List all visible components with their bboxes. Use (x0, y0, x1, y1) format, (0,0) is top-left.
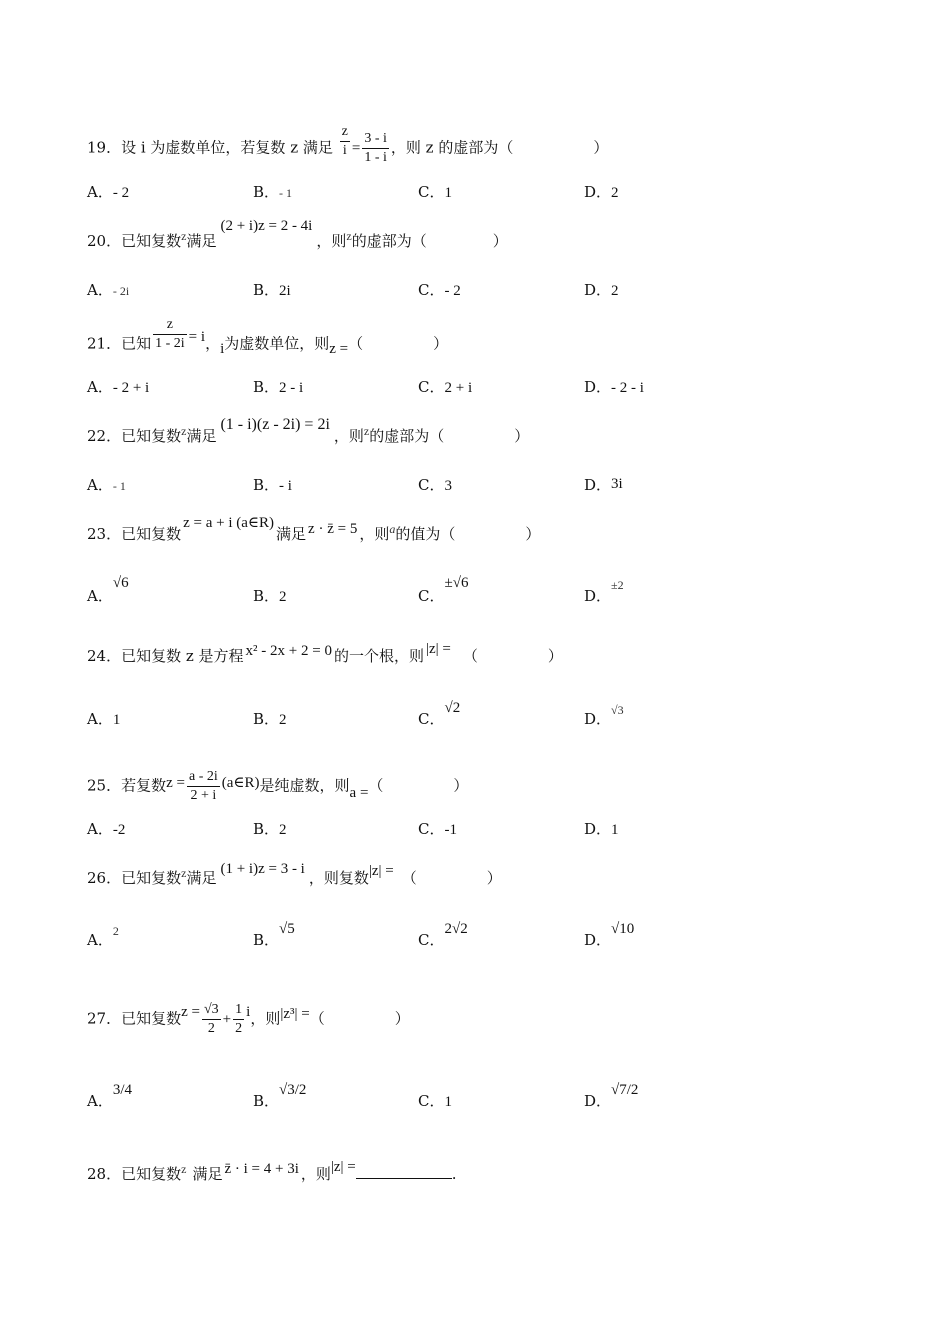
numerator: z (340, 123, 350, 142)
question-number: 28． (87, 1165, 122, 1183)
denominator: 2 (235, 1021, 243, 1036)
option-d (584, 181, 619, 202)
option-d (584, 578, 624, 606)
option-c (418, 376, 472, 397)
option-label: D． (584, 587, 612, 605)
question-text: （ (309, 1009, 325, 1028)
option-label: B． (253, 476, 280, 494)
question-number: 24． (87, 647, 122, 665)
option-value: 1 (444, 1094, 452, 1110)
option-label: D． (584, 281, 612, 299)
equation: (1 + i)z = 3 - i (220, 861, 305, 877)
option-label: C． (418, 710, 445, 728)
question-number: 21． (87, 334, 122, 353)
option-a (87, 279, 129, 300)
question-number: 25． (87, 776, 122, 795)
denominator: 2 + i (190, 788, 217, 803)
question-text: 已知复数 (121, 232, 182, 250)
paren-close: ） (433, 334, 449, 353)
question-text: （ (348, 334, 364, 353)
option-label: A． (87, 1092, 113, 1110)
fraction (202, 1001, 221, 1038)
option-value: √10 (611, 921, 635, 937)
denominator: 1 - 2i (155, 336, 185, 351)
answer-blank[interactable] (356, 1164, 452, 1179)
period: . (451, 1165, 457, 1183)
option-value: - 1 (279, 186, 293, 200)
option-label: D． (584, 183, 612, 201)
paren-close: ） (547, 647, 563, 665)
numerator: a - 2i (187, 768, 220, 787)
option-b (253, 708, 287, 729)
paren-close: ） (486, 869, 502, 887)
question-23 (87, 515, 541, 544)
option-label: D． (584, 820, 612, 838)
option-value: 2 (279, 589, 287, 605)
option-label: B． (253, 587, 280, 605)
option-value: √3/2 (279, 1082, 307, 1098)
option-value: 2i (279, 283, 291, 299)
question-text: 若复数 (121, 776, 167, 795)
option-c (418, 818, 457, 839)
option-value: -1 (444, 822, 457, 838)
question-text: ，则 (359, 525, 390, 543)
option-value: 2√2 (444, 921, 468, 937)
fraction (187, 768, 220, 805)
option-c (418, 1090, 452, 1111)
option-value: ±2 (611, 578, 624, 592)
question-28 (87, 1159, 457, 1184)
question-text: 满足 (276, 525, 307, 543)
option-label: C． (418, 183, 445, 201)
variable: z (346, 229, 352, 243)
option-d (584, 921, 635, 950)
question-text: 已知复数 (121, 869, 182, 887)
question-text: 设 i 为虚数单位，若复数 z 满足 (121, 138, 333, 157)
variable: i (220, 340, 225, 357)
equation: (2 + i)z = 2 - 4i (220, 218, 313, 234)
option-value: - 1 (112, 479, 126, 493)
question-text: （ (368, 776, 384, 795)
option-label: D． (584, 710, 612, 728)
option-value: 2 (112, 924, 119, 938)
option-label: D． (584, 476, 612, 494)
option-label: A． (87, 183, 113, 201)
option-label: A． (87, 281, 113, 299)
option-value: 2 (279, 712, 287, 728)
denominator: 2 (207, 1021, 215, 1036)
question-text: ，则 (333, 427, 364, 445)
imaginary-unit: i (246, 1003, 251, 1020)
question-text: 已知复数 z 是方程 (121, 647, 244, 665)
equation: z̄ · i = 4 + 3i (224, 1161, 299, 1177)
option-value: 3 (444, 478, 452, 494)
paren-close: ） (492, 232, 508, 250)
option-label: A． (87, 931, 113, 949)
question-text: 已知复数 (121, 427, 182, 445)
option-value: 2 (279, 822, 287, 838)
option-value: 2 (611, 185, 619, 201)
variable: a (389, 522, 396, 536)
variable: z (181, 229, 187, 243)
question-text: 满足 (186, 427, 217, 445)
question-number: 22． (87, 427, 122, 445)
question-number: 27． (87, 1009, 122, 1028)
equation: x² - 2x + 2 = 0 (245, 643, 332, 659)
equation: a = (349, 784, 369, 801)
option-value: √3 (611, 703, 624, 717)
question-text: ，则 z 的虚部为（ (390, 138, 514, 157)
fraction (153, 316, 187, 353)
option-value: - 2 - i (611, 380, 644, 396)
fraction (362, 130, 389, 167)
option-label: A． (87, 820, 113, 838)
variable: z (181, 866, 187, 880)
equation: z = (329, 340, 349, 357)
option-value: 2 + i (444, 380, 473, 396)
variable: z (363, 424, 370, 438)
option-c (418, 575, 469, 606)
option-b (253, 818, 287, 839)
variable: z (181, 424, 187, 438)
option-value: 2 (611, 283, 619, 299)
equation: z · z̄ = 5 (308, 521, 358, 537)
option-value: √2 (444, 700, 461, 716)
paren-close: ） (525, 525, 541, 543)
question-text: 满足 (186, 869, 217, 887)
option-a (87, 181, 129, 202)
question-21 (87, 317, 449, 363)
option-d (584, 474, 623, 495)
option-label: B． (253, 183, 280, 201)
question-27 (87, 1001, 410, 1038)
option-value: √6 (112, 575, 129, 591)
option-d (584, 818, 619, 839)
option-label: D． (584, 1092, 612, 1110)
option-a (87, 818, 125, 839)
option-label: A． (87, 710, 113, 728)
option-d (584, 279, 619, 300)
option-value: 3i (611, 476, 623, 492)
option-value: -2 (112, 822, 126, 838)
question-text: 已知复数 (121, 1165, 182, 1183)
option-label: A． (87, 587, 113, 605)
equation: z = (166, 774, 185, 791)
option-value: 2 - i (279, 380, 304, 396)
option-label: A． (87, 476, 113, 494)
question-text: 的值为（ (395, 525, 456, 543)
option-label: C． (418, 281, 445, 299)
option-b (253, 474, 292, 495)
option-c (418, 700, 461, 729)
option-label: B． (253, 710, 280, 728)
equation: (a∈R) (221, 774, 260, 791)
question-19 (87, 124, 609, 167)
paren-close: ） (514, 427, 530, 445)
option-value: - 2 + i (112, 380, 150, 396)
option-label: C． (418, 476, 445, 494)
equation: |z³| = (280, 1005, 310, 1022)
question-text: 已知 (121, 334, 152, 353)
option-value: ±√6 (444, 575, 469, 591)
option-b (253, 181, 292, 202)
option-label: B． (253, 820, 280, 838)
variable: z (181, 1162, 187, 1176)
paren-close: ） (394, 1009, 410, 1028)
option-b (253, 279, 291, 300)
option-value: 1 (444, 185, 452, 201)
question-20 (87, 218, 508, 251)
option-b (253, 585, 287, 606)
option-label: C． (418, 378, 445, 396)
question-text: 是纯虚数，则 (259, 776, 350, 795)
option-a (87, 474, 126, 495)
question-text: 已知复数 (121, 1009, 182, 1028)
fraction (340, 123, 350, 160)
numerator: 1 (233, 1001, 244, 1020)
option-b (253, 921, 295, 950)
numerator: √3 (202, 1001, 221, 1020)
option-value: 1 (611, 822, 619, 838)
question-text: （ (462, 647, 478, 665)
question-text: ，则 (250, 1009, 281, 1028)
option-d (584, 376, 644, 397)
question-number: 23． (87, 525, 122, 543)
question-number: 26． (87, 869, 122, 887)
equation: |z| = (368, 863, 394, 879)
option-a (87, 1082, 133, 1111)
equation: (1 - i)(z - 2i) = 2i (220, 416, 330, 433)
option-value: 3/4 (112, 1082, 133, 1098)
option-b (253, 376, 303, 397)
option-value: √7/2 (611, 1082, 639, 1098)
option-label: C． (418, 587, 445, 605)
option-c (418, 181, 452, 202)
question-text: 的虚部为（ (369, 427, 445, 445)
option-label: C． (418, 931, 445, 949)
question-text: ，则 (300, 1165, 331, 1183)
question-text: （ (401, 869, 417, 887)
plus-sign: + (222, 1011, 232, 1028)
option-label: B． (253, 281, 280, 299)
equals: = (351, 140, 361, 157)
question-text: ，则复数 (308, 869, 369, 887)
question-number: 19． (87, 138, 122, 157)
option-a (87, 575, 129, 606)
option-label: B． (253, 378, 280, 396)
question-text: 满足 (186, 232, 217, 250)
question-text: 已知复数 (121, 525, 182, 543)
question-25 (87, 768, 468, 805)
denominator: i (342, 143, 347, 158)
paren-close: ） (453, 776, 469, 795)
option-value: - 2 (444, 283, 461, 299)
numerator: z (153, 316, 187, 335)
question-24 (87, 641, 563, 666)
option-value: - 2i (112, 284, 130, 298)
option-value: √5 (279, 921, 295, 937)
option-value: - i (279, 478, 292, 494)
question-22 (87, 416, 530, 446)
option-value: - 2 (112, 185, 130, 201)
question-text: ，则 (316, 232, 347, 250)
option-label: B． (253, 931, 280, 949)
paren-close: ） (593, 138, 609, 157)
option-a (87, 924, 119, 950)
option-label: D． (584, 931, 612, 949)
option-label: D． (584, 378, 612, 396)
numerator: 3 - i (362, 130, 389, 149)
question-text: ， (205, 334, 221, 353)
option-c (418, 474, 452, 495)
option-b (253, 1082, 307, 1111)
equation: z = a + i (a∈R) (183, 515, 275, 531)
option-a (87, 376, 149, 397)
question-text: 满足 (192, 1165, 223, 1183)
denominator: 1 - i (364, 150, 387, 165)
option-label: B． (253, 1092, 280, 1110)
question-text: 的虚部为（ (351, 232, 427, 250)
option-c (418, 279, 461, 300)
option-c (418, 921, 468, 950)
option-d (584, 703, 624, 729)
fraction (233, 1001, 244, 1038)
option-value: 1 (112, 712, 121, 728)
question-text: 为虚数单位，则 (224, 334, 330, 353)
question-text: 的一个根，则 (333, 647, 424, 665)
question-26 (87, 861, 502, 888)
option-d (584, 1082, 639, 1111)
equation: |z| = (330, 1159, 356, 1175)
option-label: C． (418, 820, 445, 838)
question-number: 20． (87, 232, 122, 250)
equals: = i (188, 328, 206, 345)
option-label: A． (87, 378, 113, 396)
equation: z = (181, 1003, 200, 1020)
option-a (87, 708, 120, 729)
equation: |z| = (425, 641, 451, 657)
option-label: C． (418, 1092, 445, 1110)
